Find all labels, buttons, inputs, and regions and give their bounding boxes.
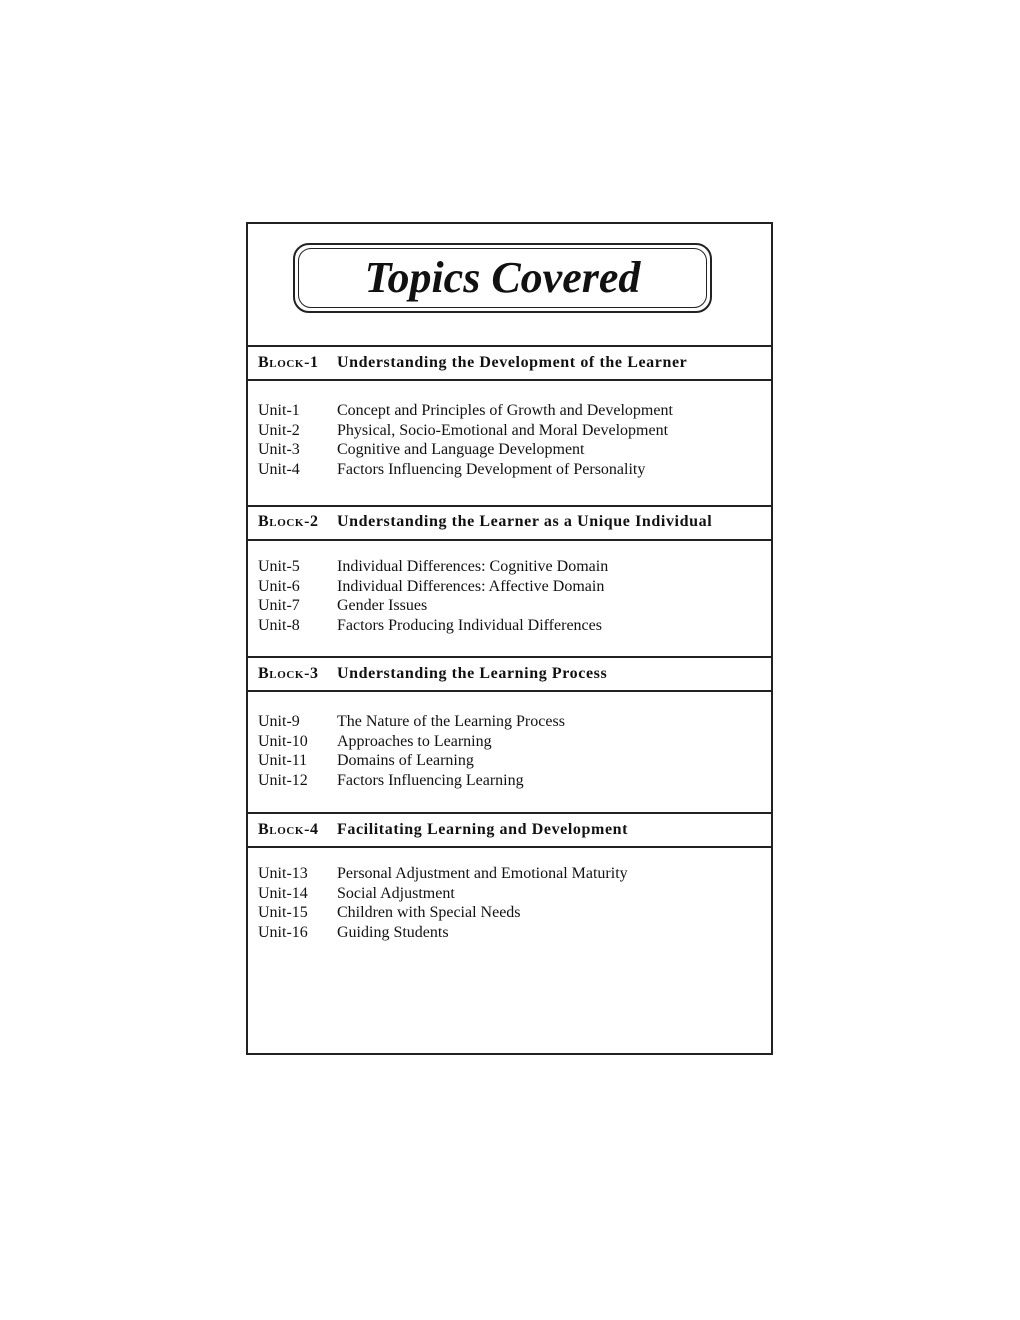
- list-item: [258, 460, 673, 480]
- list-item: [258, 903, 628, 923]
- list-item: [258, 732, 565, 752]
- unit-title: Factors Influencing Learning: [337, 771, 524, 789]
- unit-number: Unit-4: [258, 460, 300, 478]
- unit-title: Social Adjustment: [337, 884, 455, 902]
- list-item: [258, 712, 565, 732]
- block-label: Block-4: [258, 821, 319, 838]
- block-title: Facilitating Learning and Development: [337, 821, 629, 838]
- unit-title: Children with Special Needs: [337, 904, 521, 922]
- unit-title: Cognitive and Language Development: [337, 441, 585, 459]
- unit-list: [258, 557, 608, 635]
- title-box: [293, 243, 712, 313]
- unit-number: Unit-7: [258, 597, 300, 615]
- block-title: Understanding the Learner as a Unique Individual: [337, 513, 713, 530]
- page-title: Topics Covered: [364, 253, 641, 302]
- divider: [246, 656, 771, 658]
- list-item: [258, 557, 608, 577]
- unit-number: Unit-5: [258, 558, 300, 575]
- divider: [246, 812, 771, 814]
- unit-title: The Nature of the Learning Process: [337, 713, 565, 730]
- unit-title: Domains of Learning: [337, 752, 474, 770]
- list-item: [258, 884, 628, 904]
- unit-number: Unit-1: [258, 402, 300, 419]
- unit-title: Gender Issues: [337, 597, 428, 615]
- unit-title: Individual Differences: Affective Domain: [337, 577, 605, 595]
- list-item: [258, 421, 673, 441]
- unit-title: Physical, Socio-Emotional and Moral Development: [337, 421, 669, 439]
- block-header: [258, 664, 607, 684]
- block-header: [258, 820, 628, 840]
- unit-number: Unit-11: [258, 752, 308, 770]
- divider: [246, 505, 771, 507]
- list-item: [258, 401, 673, 421]
- divider: [246, 345, 771, 347]
- divider: [246, 690, 771, 692]
- unit-title: Personal Adjustment and Emotional Maturity: [337, 865, 628, 882]
- divider: [246, 379, 771, 381]
- unit-number: Unit-9: [258, 713, 300, 730]
- unit-title: Factors Influencing Development of Personality: [337, 460, 646, 478]
- divider: [246, 846, 771, 848]
- unit-list: [258, 401, 673, 479]
- list-item: [258, 440, 673, 460]
- list-item: [258, 771, 565, 791]
- list-item: [258, 596, 608, 616]
- unit-title: Individual Differences: Cognitive Domain: [337, 558, 609, 575]
- list-item: [258, 923, 628, 943]
- unit-number: Unit-10: [258, 732, 308, 750]
- block-label: Block-2: [258, 513, 319, 530]
- unit-title: Guiding Students: [337, 923, 449, 941]
- unit-number: Unit-13: [258, 865, 308, 882]
- block-label: Block-1: [258, 354, 319, 371]
- unit-title: Concept and Principles of Growth and Development: [337, 402, 673, 419]
- list-item: [258, 751, 565, 771]
- unit-number: Unit-2: [258, 421, 300, 439]
- unit-number: Unit-3: [258, 441, 300, 459]
- unit-title: Approaches to Learning: [337, 732, 492, 750]
- block-label: Block-3: [258, 665, 319, 682]
- block-title: Understanding the Development of the Learner: [337, 354, 688, 371]
- unit-number: Unit-15: [258, 904, 308, 922]
- list-item: [258, 864, 628, 884]
- list-item: [258, 616, 608, 636]
- unit-number: Unit-12: [258, 771, 308, 789]
- unit-title: Factors Producing Individual Differences: [337, 616, 602, 634]
- list-item: [258, 577, 608, 597]
- unit-number: Unit-16: [258, 923, 308, 941]
- unit-number: Unit-6: [258, 577, 300, 595]
- unit-list: [258, 712, 565, 790]
- unit-number: Unit-14: [258, 884, 308, 902]
- block-title: Understanding the Learning Process: [337, 665, 608, 682]
- unit-number: Unit-8: [258, 616, 300, 634]
- divider: [246, 539, 771, 541]
- unit-list: [258, 864, 628, 942]
- block-header: [258, 512, 712, 532]
- block-header: [258, 353, 687, 373]
